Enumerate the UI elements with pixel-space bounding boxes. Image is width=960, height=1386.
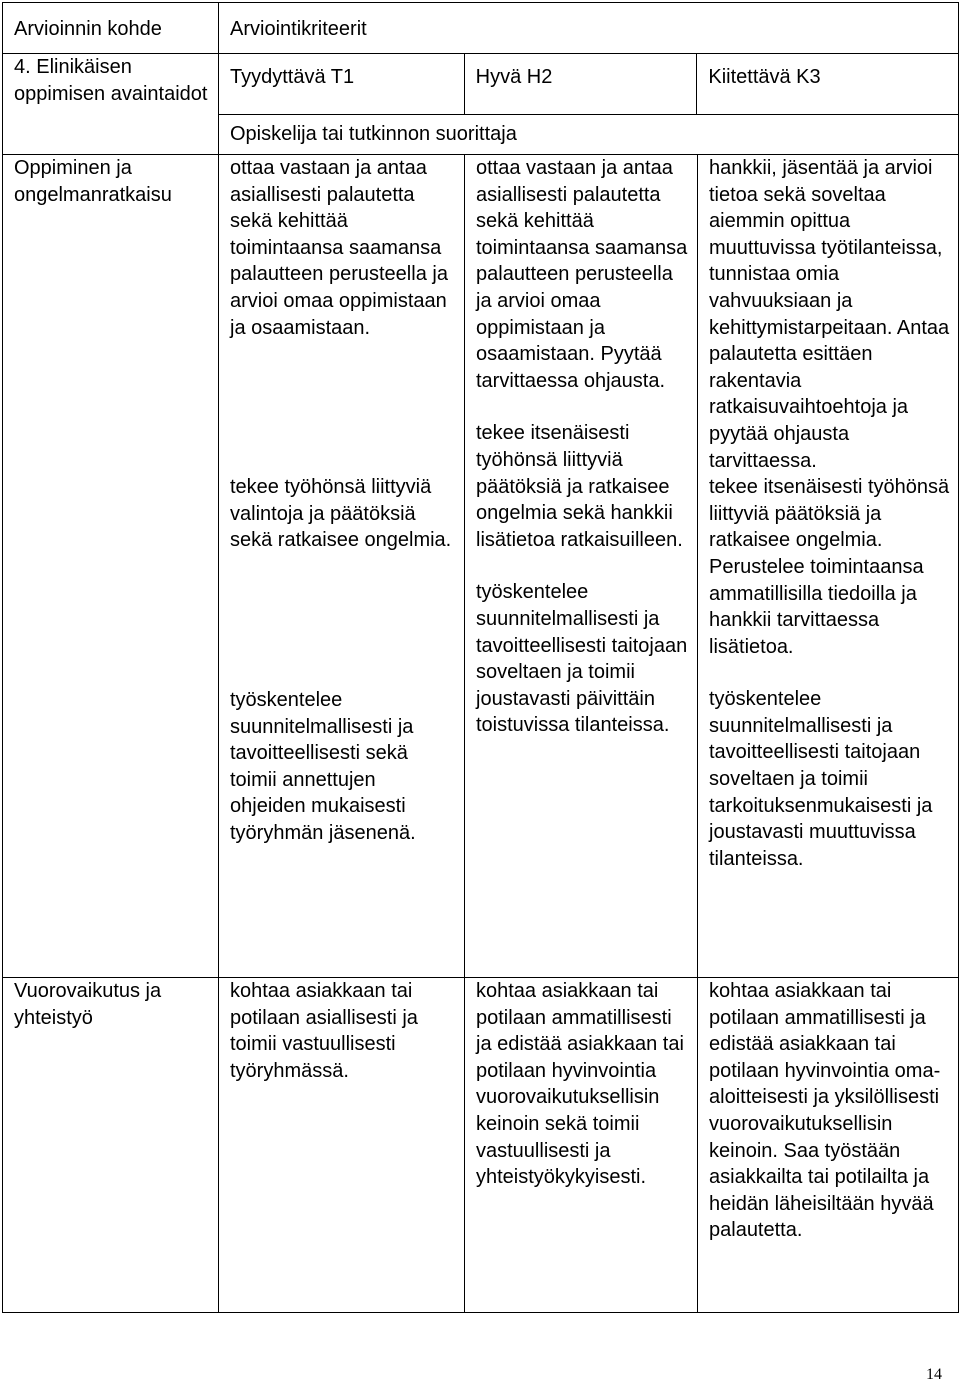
- criteria-header-label: Arviointikriteerit: [230, 18, 367, 40]
- level-headers: [219, 54, 958, 115]
- criterion-text: hankkii, jäsentää ja arvioi tietoa sekä soveltaa aiemmin opittua muuttuvissa työtilanteissa, tunnistaa omia vahvuuksiaan ja kehittymistarpeitaan. Antaa palautetta esittäen rakentavia ratkaisuvaihtoehtoja ja pyytää ohjausta tarvittaessa.: [709, 157, 950, 472]
- criterion-text: tekee itsenäisesti työhönsä liittyviä päätöksiä ja ratkaisee ongelmia sekä hankkii lisätietoa ratkaisuilleen.: [476, 422, 683, 551]
- criterion-text: kohtaa asiakkaan tai potilaan ammatillisesti ja edistää asiakkaan tai potilaan hyvinvointia oma-aloitteisesti ja yksilöllisesti vuorovaikutuksellisin keinoin. Saa työstään asiakkailta tai potilailta ja heidän läheisiltään hyvää palautetta.: [709, 980, 941, 1242]
- criterion-text: kohtaa asiakkaan tai potilaan asiallisesti ja toimii vastuullisesti työryhmässä.: [230, 980, 418, 1082]
- competence-area-cell: [3, 54, 219, 155]
- criteria-t1-cell: [219, 978, 465, 1313]
- criterion-text: työskentelee suunnitelmallisesti ja tavoitteellisesti taitojaan soveltaen ja toimii tarkoituksenmukaisesti ja joustavasti muuttuvissa tilanteissa.: [709, 688, 933, 870]
- criterion-text: ottaa vastaan ja antaa asiallisesti palautetta sekä kehittää toimintaansa saamansa palautteen perusteella ja arvioi omaa oppimistaan ja osaamistaan. Pyytää tarvittaessa ohjausta.: [476, 157, 688, 392]
- criteria-t1-cell: [219, 155, 465, 978]
- competence-area-label: 4. Elinikäisen oppimisen avaintaidot: [14, 56, 208, 105]
- criteria-k3-cell: [698, 978, 959, 1313]
- criterion-text: kohtaa asiakkaan tai potilaan ammatillisesti ja edistää asiakkaan tai potilaan hyvinvointia vuorovaikutuksellisin keinoin sekä toimii vastuullisesti ja yhteistyökykyisesti.: [476, 980, 684, 1189]
- level-t1-header: Tyydyttävä T1: [219, 54, 465, 114]
- subject-header-label: Arvioinnin kohde: [14, 18, 162, 40]
- criterion-text: tekee työhönsä liittyviä valintoja ja päätöksiä sekä ratkaisee ongelmia.: [230, 476, 452, 552]
- assessment-criteria-table: [2, 2, 959, 1313]
- level-h2-header: Hyvä H2: [465, 54, 698, 114]
- criterion-text: työskentelee suunnitelmallisesti ja tavoitteellisesti taitojaan soveltaen ja toimii joustavasti päivittäin toistuvissa tilanteissa.: [476, 581, 688, 737]
- levels-cell: [219, 54, 959, 155]
- table-row: [3, 978, 959, 1313]
- subject-label: Oppiminen ja ongelmanratkaisu: [14, 157, 172, 206]
- subject-cell: [3, 155, 219, 978]
- subject-header-cell: [3, 3, 219, 54]
- criteria-h2-cell: [465, 978, 698, 1313]
- level-k3-header: Kiitettävä K3: [708, 66, 821, 88]
- criteria-k3-cell: [698, 155, 959, 978]
- page-number: 14: [926, 1366, 942, 1383]
- subject-cell: [3, 978, 219, 1313]
- criteria-h2-cell: [465, 155, 698, 978]
- table-row: [3, 155, 959, 978]
- criterion-text: tekee itsenäisesti työhönsä liittyviä päätöksiä ja ratkaisee ongelmia. Perustelee toimintaansa ammatillisilla tiedoilla ja hankkii tarvittaessa lisätietoa.: [709, 476, 950, 658]
- criteria-header-cell: [219, 3, 959, 54]
- performer-label: Opiskelija tai tutkinnon suorittaja: [230, 123, 517, 145]
- criterion-text: ottaa vastaan ja antaa asiallisesti palautetta sekä kehittää toimintaansa saamansa palautteen perusteella ja arvioi omaa oppimistaan ja osaamistaan.: [230, 157, 448, 339]
- criterion-text: työskentelee suunnitelmallisesti ja tavoitteellisesti sekä toimii annettujen ohjeiden mukaisesti työryhmän jäsenenä.: [230, 688, 416, 844]
- table-subheader-row: [3, 54, 959, 155]
- subject-label: Vuorovaikutus ja yhteistyö: [14, 980, 162, 1029]
- table-header-row: [3, 3, 959, 54]
